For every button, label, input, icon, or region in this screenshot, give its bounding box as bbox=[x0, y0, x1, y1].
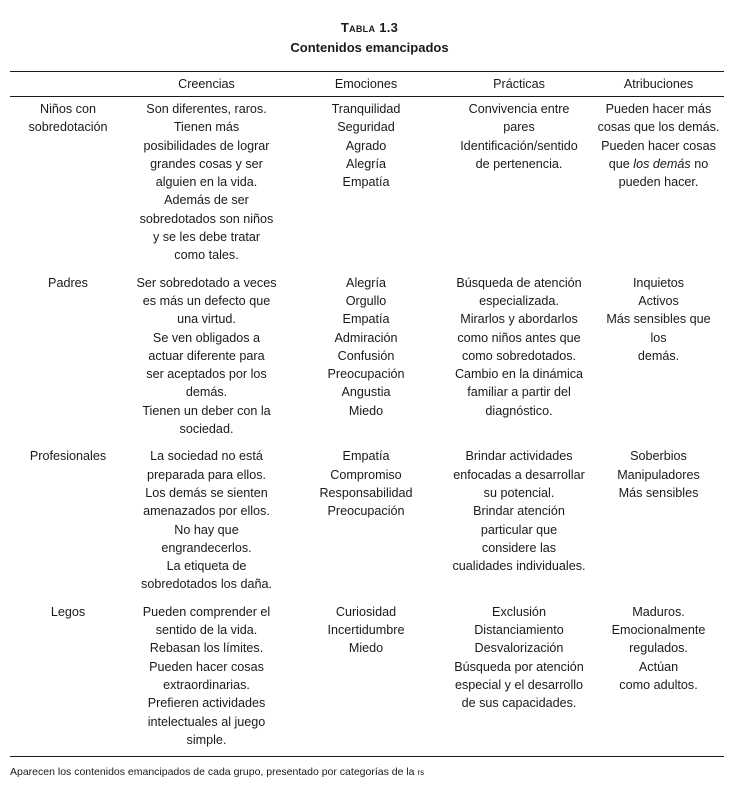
cell-line: como niños antes que bbox=[457, 330, 581, 345]
cell-line: Manipuladores bbox=[617, 467, 700, 482]
cell-line: demás. bbox=[185, 385, 228, 400]
cell-line: de sus capacidades. bbox=[461, 696, 577, 711]
cell-line: Ser sobredotado a veces bbox=[136, 275, 277, 290]
cell-line: Empatía bbox=[342, 312, 390, 327]
creencias-cell bbox=[126, 96, 287, 274]
cell-line: Alegría bbox=[346, 275, 386, 290]
cell-line: Preocupación bbox=[327, 367, 405, 382]
group-cell bbox=[10, 274, 126, 448]
cell-line: ser aceptados por los bbox=[146, 367, 267, 382]
cell-line: Pueden hacer cosas bbox=[149, 659, 264, 674]
table-label-prefix: Tabla bbox=[340, 20, 376, 35]
emancipated-contents-table bbox=[10, 72, 724, 758]
cell-line: familiar a partir del bbox=[467, 385, 571, 400]
cell-line: No hay que bbox=[174, 522, 239, 537]
header-row bbox=[10, 72, 724, 96]
creencias-cell bbox=[126, 603, 287, 758]
table-row bbox=[10, 447, 724, 602]
cell-line: Seguridad bbox=[337, 120, 395, 135]
cell-line: Activos bbox=[638, 293, 679, 308]
emociones-cell bbox=[287, 96, 445, 274]
cell-line: Búsqueda de atención bbox=[456, 275, 582, 290]
cell-line: Más sensibles que los bbox=[606, 312, 711, 345]
cell-line: Pueden hacer más bbox=[605, 102, 712, 116]
cell-line: Inquietos bbox=[632, 275, 685, 290]
atribuciones-cell bbox=[593, 447, 724, 602]
cell-line: Tranquilidad bbox=[331, 102, 401, 116]
creencias-cell bbox=[126, 274, 287, 448]
atribuciones-cell bbox=[593, 96, 724, 274]
cell-line: diagnóstico. bbox=[485, 403, 553, 418]
cell-line: Confusión bbox=[337, 348, 395, 363]
cell-line: Búsqueda por atención bbox=[454, 659, 584, 674]
cell-line: Curiosidad bbox=[335, 604, 397, 619]
practicas-cell bbox=[445, 96, 593, 274]
cell-text: no bbox=[690, 156, 709, 171]
cell-line: especial y el desarrollo bbox=[454, 677, 584, 692]
group-cell bbox=[10, 96, 126, 274]
cell-line: Soberbios bbox=[630, 449, 687, 464]
cell-line: Distanciamiento bbox=[474, 623, 564, 638]
cell-line: Exclusión bbox=[492, 604, 546, 619]
cell-line: y se les debe tratar bbox=[152, 230, 261, 245]
header-creencias: Creencias bbox=[178, 76, 235, 91]
cell-line: Empatía bbox=[342, 449, 390, 464]
cell-line: particular que bbox=[480, 522, 558, 537]
table-caption bbox=[0, 20, 739, 57]
cell-line: Miedo bbox=[348, 403, 384, 418]
cell-line: Mirarlos y abordarlos bbox=[460, 312, 578, 327]
header-emociones: Emociones bbox=[334, 76, 398, 91]
cell-line bbox=[597, 155, 720, 173]
practicas-cell bbox=[445, 274, 593, 448]
cell-line: preparada para ellos. bbox=[146, 467, 267, 482]
cell-line: engrandecerlos. bbox=[161, 540, 252, 555]
table-row bbox=[10, 603, 724, 758]
cell-line: La sociedad no está bbox=[150, 449, 263, 464]
cell-line: Más sensibles bbox=[618, 485, 699, 500]
cell-line: actuar diferente para bbox=[148, 348, 265, 363]
table-label-number: 1.3 bbox=[379, 20, 399, 35]
cell-line: Brindar actividades bbox=[465, 449, 573, 464]
table-label bbox=[0, 20, 739, 36]
cell-line: extraordinarias. bbox=[163, 677, 250, 692]
cell-line: su potencial. bbox=[483, 485, 555, 500]
cell-line: cosas que los demás. bbox=[597, 120, 720, 135]
cell-line: Padres bbox=[48, 275, 88, 290]
cell-line: Compromiso bbox=[330, 467, 402, 482]
cell-line: Admiración bbox=[334, 330, 398, 345]
cell-line: sobredotados son niños bbox=[139, 211, 274, 226]
cell-line: Identificación/sentido bbox=[460, 138, 578, 153]
cell-line: Brindar atención bbox=[473, 504, 565, 519]
atribuciones-cell bbox=[593, 603, 724, 758]
cell-line: Pueden comprender el bbox=[142, 604, 271, 619]
cell-line: Tienen un deber con la bbox=[142, 403, 271, 418]
emociones-cell bbox=[287, 603, 445, 758]
header-practicas: Prácticas bbox=[493, 76, 545, 91]
cell-line: Preocupación bbox=[327, 504, 405, 519]
table-row bbox=[10, 274, 724, 448]
cell-line: es más un defecto que bbox=[142, 293, 271, 308]
cell-line: sobredotación bbox=[28, 120, 108, 135]
cell-line: Los demás se sienten bbox=[145, 485, 268, 500]
cell-text-italic: los demás bbox=[633, 156, 691, 171]
cell-line: Orgullo bbox=[345, 293, 387, 308]
cell-line: Alegría bbox=[346, 156, 386, 171]
creencias-cell bbox=[126, 447, 287, 602]
cell-line: de pertenencia. bbox=[475, 156, 563, 171]
atribuciones-cell bbox=[593, 274, 724, 448]
cell-line: enfocadas a desarrollar bbox=[453, 467, 585, 482]
cell-line: grandes cosas y ser bbox=[150, 156, 263, 171]
table-row bbox=[10, 96, 724, 274]
cell-line: Responsabilidad bbox=[319, 485, 413, 500]
cell-line: Agrado bbox=[345, 138, 387, 153]
practicas-cell bbox=[445, 447, 593, 602]
cell-line: pueden hacer. bbox=[618, 175, 699, 190]
cell-line: alguien en la vida. bbox=[155, 175, 258, 190]
emociones-cell bbox=[287, 274, 445, 448]
cell-line: Maduros. bbox=[632, 604, 685, 619]
cell-line: La etiqueta de bbox=[166, 559, 247, 574]
cell-line: Desvalorización bbox=[474, 641, 564, 656]
cell-line: Niños con bbox=[39, 102, 96, 116]
cell-line: Además de ser bbox=[164, 193, 249, 208]
group-cell bbox=[10, 603, 126, 758]
cell-line: Rebasan los límites. bbox=[149, 641, 264, 656]
cell-line: Profesionales bbox=[29, 449, 107, 464]
header-atribuciones: Atribuciones bbox=[623, 76, 694, 91]
cell-line: intelectuales al juego bbox=[147, 714, 266, 729]
cell-line: como sobredotados. bbox=[461, 348, 577, 363]
cell-line: Emocionalmente bbox=[611, 623, 706, 638]
emociones-cell bbox=[287, 447, 445, 602]
cell-line: Angustia bbox=[341, 385, 391, 400]
cell-line: posibilidades de lograr bbox=[143, 138, 270, 153]
cell-line: sociedad. bbox=[179, 422, 234, 437]
cell-line: sobredotados los daña. bbox=[141, 577, 272, 592]
cell-line: considere las bbox=[481, 540, 557, 555]
cell-line: amenazados por ellos. bbox=[143, 504, 270, 519]
cell-line: pares bbox=[503, 120, 535, 135]
cell-line: regulados. bbox=[629, 641, 688, 656]
cell-line: Empatía bbox=[342, 175, 390, 190]
cell-line: Actúan bbox=[638, 659, 679, 674]
header-group bbox=[10, 72, 126, 96]
table-title: Contenidos emancipados bbox=[290, 40, 449, 55]
cell-line: simple. bbox=[186, 732, 227, 747]
cell-line: como tales. bbox=[174, 248, 239, 263]
cell-line: demás. bbox=[637, 348, 680, 363]
cell-line: Cambio en la dinámica bbox=[454, 367, 584, 382]
cell-line: Pueden hacer cosas bbox=[601, 138, 716, 153]
cell-line: como adultos. bbox=[619, 677, 698, 692]
practicas-cell bbox=[445, 603, 593, 758]
cell-line: sentido de la vida. bbox=[155, 623, 258, 638]
table-note bbox=[10, 766, 424, 778]
cell-line: Incertidumbre bbox=[327, 623, 405, 638]
note-text: Aparecen los contenidos emancipados de cada grupo, presentado por categorías de la bbox=[10, 766, 418, 778]
cell-line: una virtud. bbox=[177, 312, 236, 327]
cell-text: que bbox=[608, 156, 634, 171]
note-abbrev: rs bbox=[417, 768, 425, 777]
bottom-rule bbox=[10, 756, 724, 757]
cell-line: especializada. bbox=[479, 293, 559, 308]
cell-line: Prefieren actividades bbox=[147, 696, 266, 711]
cell-line: cualidades individuales. bbox=[452, 559, 586, 574]
cell-line: Miedo bbox=[348, 641, 384, 656]
group-cell bbox=[10, 447, 126, 602]
cell-line: Tienen más bbox=[173, 120, 240, 135]
cell-line: Convivencia entre bbox=[468, 102, 570, 116]
cell-line: Legos bbox=[50, 604, 86, 619]
cell-line: Se ven obligados a bbox=[152, 330, 261, 345]
cell-line: Son diferentes, raros. bbox=[146, 102, 267, 116]
